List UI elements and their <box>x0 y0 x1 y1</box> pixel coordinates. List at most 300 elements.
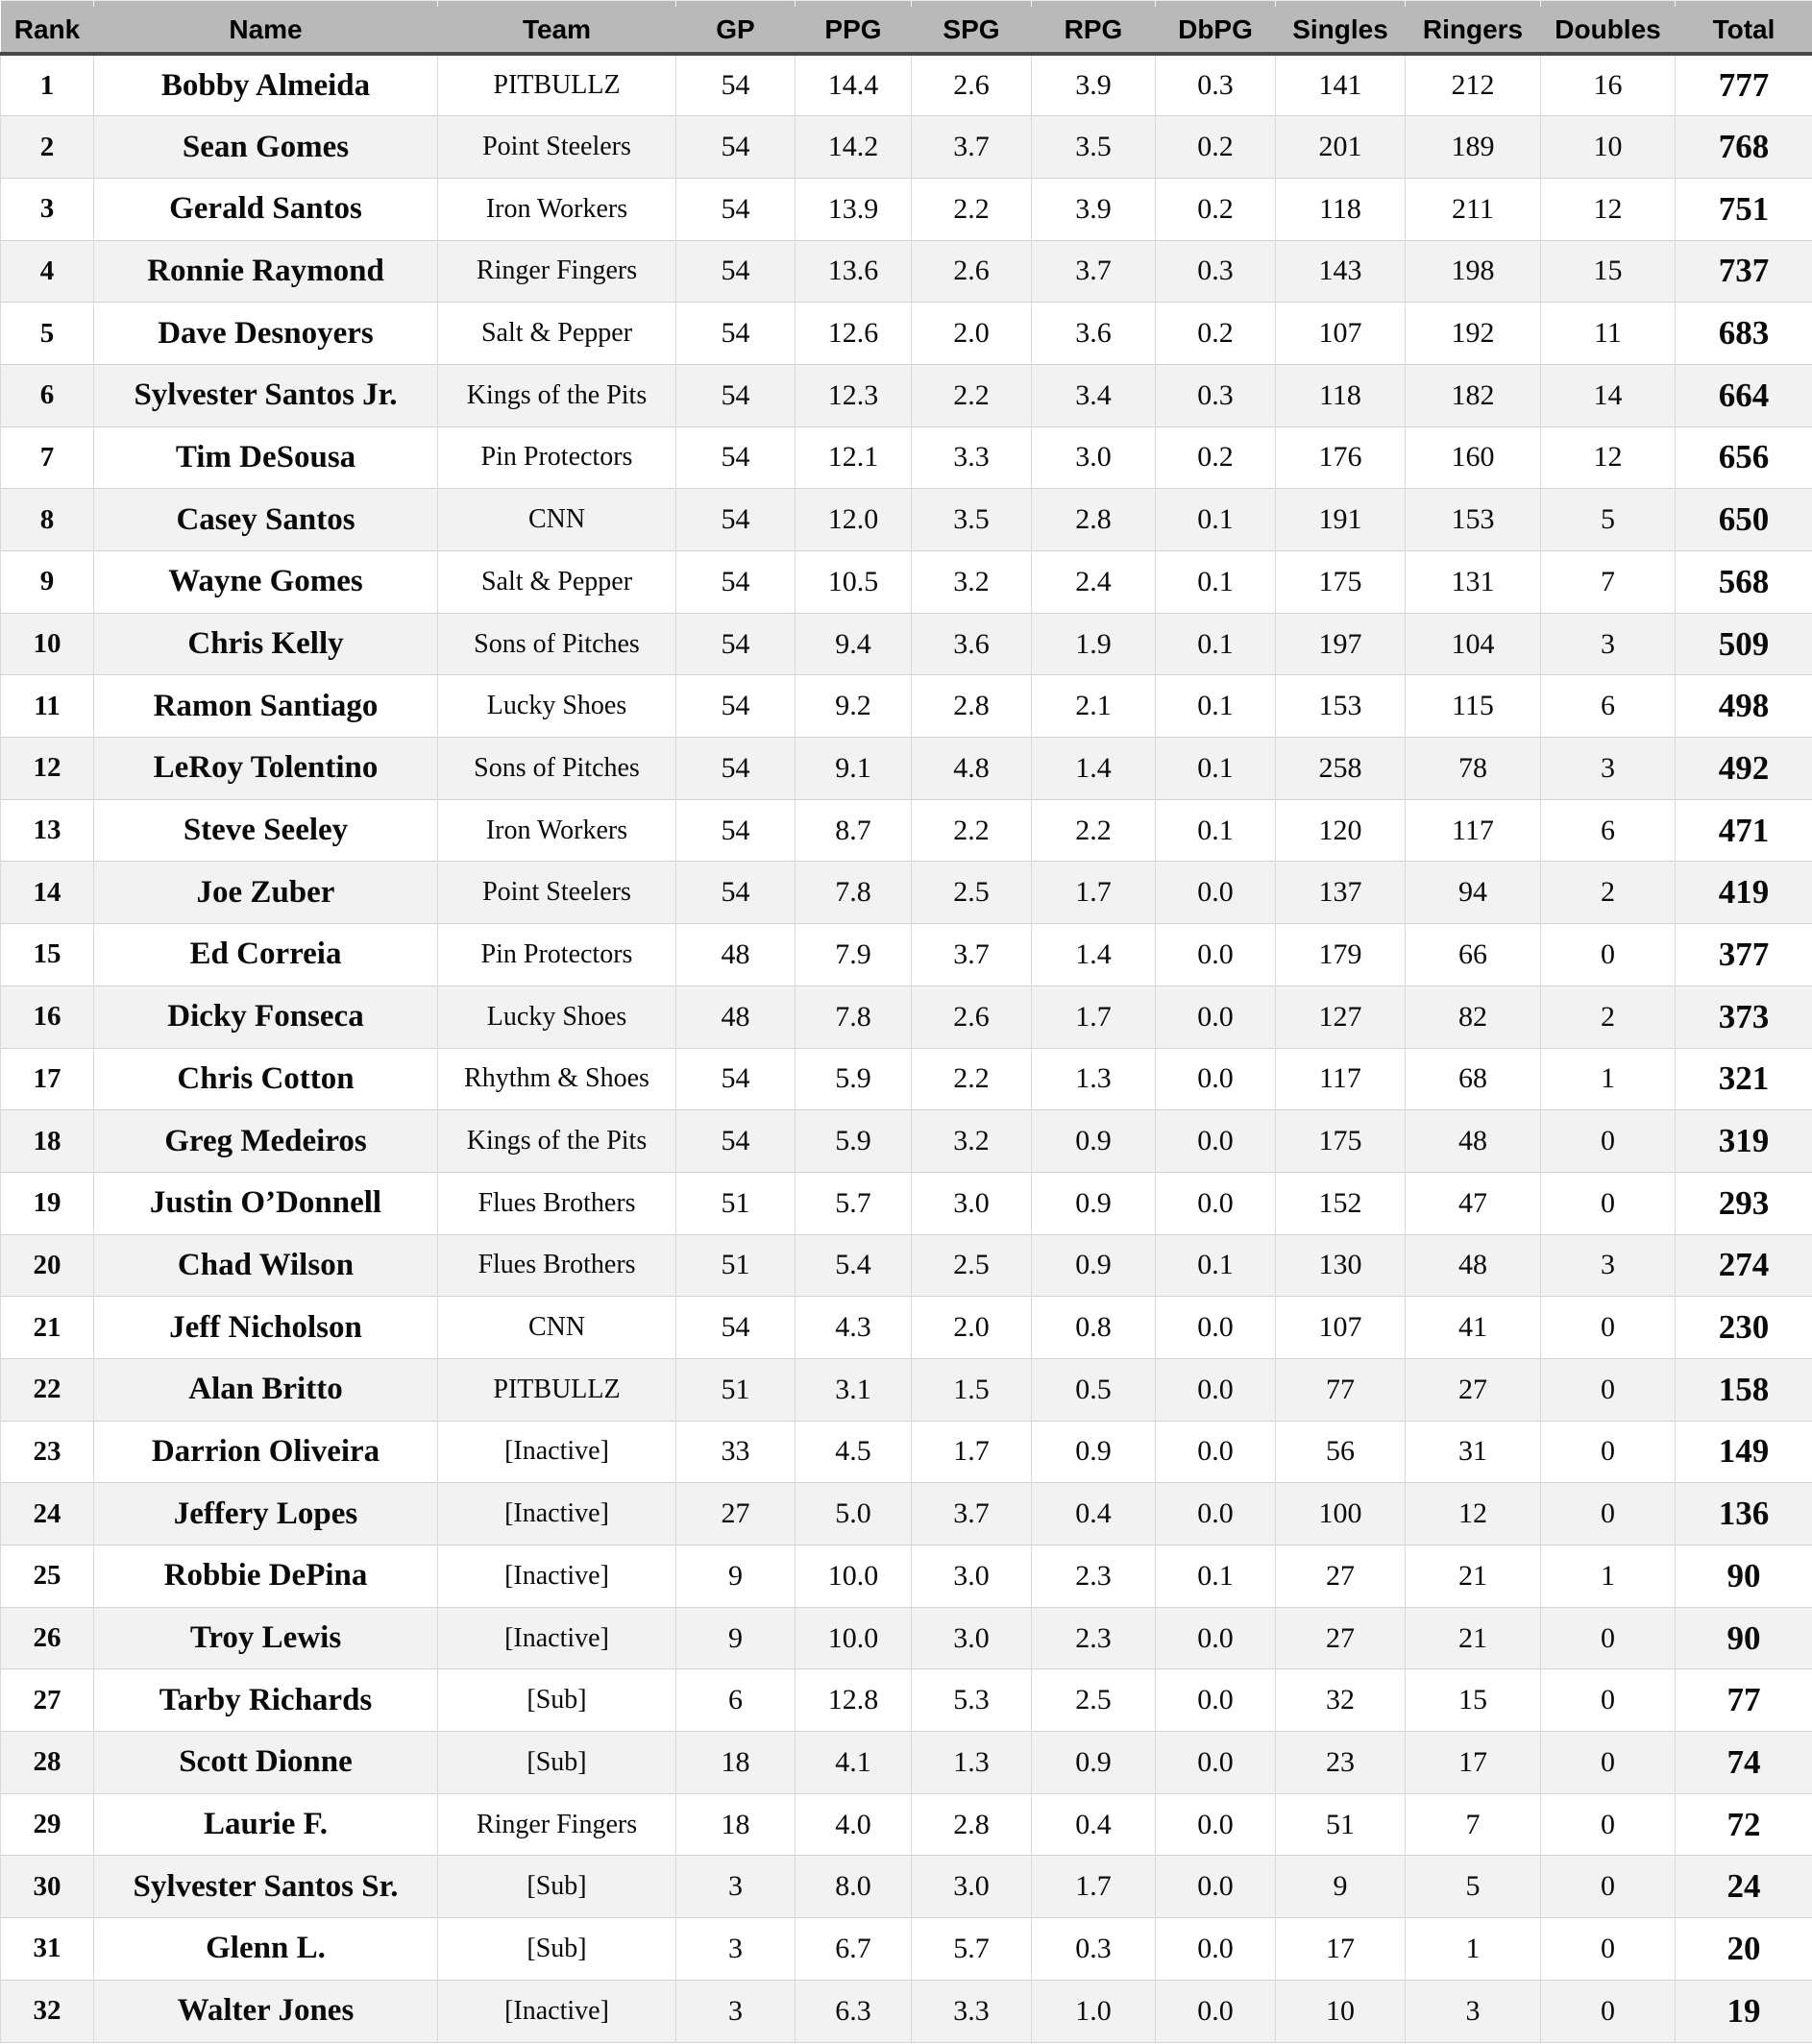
cell-team: Iron Workers <box>438 178 676 240</box>
cell-team: Flues Brothers <box>438 1172 676 1234</box>
cell-singles: 127 <box>1276 986 1406 1048</box>
cell-rank: 32 <box>1 1980 94 2042</box>
table-row <box>1 675 1812 738</box>
cell-ringers: 21 <box>1406 1545 1541 1608</box>
cell-singles: 51 <box>1276 1793 1406 1856</box>
cell-doubles: 0 <box>1541 1980 1676 2042</box>
table-row <box>1 1732 1812 1794</box>
cell-singles: 107 <box>1276 1297 1406 1359</box>
cell-team: CNN <box>438 489 676 551</box>
cell-name: Gerald Santos <box>94 178 438 240</box>
cell-ppg: 10.0 <box>796 1607 912 1669</box>
cell-ringers: 212 <box>1406 54 1541 116</box>
cell-doubles: 0 <box>1541 1669 1676 1732</box>
cell-ppg: 12.3 <box>796 364 912 426</box>
cell-rpg: 2.1 <box>1032 675 1156 738</box>
cell-dbpg: 0.0 <box>1156 1980 1276 2042</box>
cell-total: 20 <box>1676 1918 1812 1981</box>
cell-ringers: 160 <box>1406 426 1541 489</box>
table-row <box>1 303 1812 365</box>
cell-ringers: 7 <box>1406 1793 1541 1856</box>
cell-singles: 175 <box>1276 551 1406 614</box>
cell-ppg: 9.4 <box>796 613 912 675</box>
cell-rpg: 0.9 <box>1032 1172 1156 1234</box>
cell-name: Laurie F. <box>94 1793 438 1856</box>
cell-doubles: 3 <box>1541 738 1676 800</box>
cell-spg: 2.8 <box>912 1793 1032 1856</box>
cell-team: CNN <box>438 1297 676 1359</box>
cell-doubles: 0 <box>1541 1483 1676 1545</box>
cell-doubles: 3 <box>1541 613 1676 675</box>
cell-spg: 3.0 <box>912 1545 1032 1608</box>
cell-rank: 1 <box>1 54 94 116</box>
cell-rank: 19 <box>1 1172 94 1234</box>
cell-total: 19 <box>1676 1980 1812 2042</box>
cell-name: Jeffery Lopes <box>94 1483 438 1545</box>
cell-rank: 6 <box>1 364 94 426</box>
cell-doubles: 3 <box>1541 1234 1676 1297</box>
cell-name: Dave Desnoyers <box>94 303 438 365</box>
header-cell-dbpg: DbPG <box>1156 7 1276 54</box>
cell-rpg: 3.4 <box>1032 364 1156 426</box>
cell-doubles: 0 <box>1541 1358 1676 1421</box>
cell-rank: 31 <box>1 1918 94 1981</box>
table-row <box>1 986 1812 1048</box>
cell-rpg: 0.9 <box>1032 1234 1156 1297</box>
cell-doubles: 5 <box>1541 489 1676 551</box>
cell-ringers: 47 <box>1406 1172 1541 1234</box>
cell-name: Justin O’Donnell <box>94 1172 438 1234</box>
cell-total: 274 <box>1676 1234 1812 1297</box>
cell-singles: 118 <box>1276 178 1406 240</box>
cell-name: Greg Medeiros <box>94 1110 438 1173</box>
table-row <box>1 862 1812 924</box>
header-cell-ringers: Ringers <box>1406 7 1541 54</box>
table-row <box>1 1172 1812 1234</box>
cell-name: Chad Wilson <box>94 1234 438 1297</box>
table-row <box>1 1545 1812 1608</box>
cell-dbpg: 0.0 <box>1156 1732 1276 1794</box>
cell-gp: 48 <box>676 924 796 986</box>
cell-team: Pin Protectors <box>438 924 676 986</box>
cell-gp: 54 <box>676 116 796 179</box>
table-row <box>1 1856 1812 1918</box>
table-row <box>1 1297 1812 1359</box>
cell-rank: 10 <box>1 613 94 675</box>
cell-rank: 17 <box>1 1048 94 1110</box>
header-cell-gp: GP <box>676 7 796 54</box>
cell-ppg: 9.1 <box>796 738 912 800</box>
cell-rank: 8 <box>1 489 94 551</box>
cell-dbpg: 0.0 <box>1156 924 1276 986</box>
cell-gp: 27 <box>676 1483 796 1545</box>
cell-team: Ringer Fingers <box>438 1793 676 1856</box>
cell-rpg: 2.2 <box>1032 799 1156 862</box>
cell-ringers: 27 <box>1406 1358 1541 1421</box>
cell-ppg: 6.3 <box>796 1980 912 2042</box>
cell-gp: 51 <box>676 1358 796 1421</box>
cell-rank: 22 <box>1 1358 94 1421</box>
cell-team: Salt & Pepper <box>438 303 676 365</box>
table-row <box>1 613 1812 675</box>
cell-name: Joe Zuber <box>94 862 438 924</box>
cell-doubles: 1 <box>1541 1048 1676 1110</box>
table-row <box>1 1421 1812 1483</box>
cell-rpg: 2.5 <box>1032 1669 1156 1732</box>
cell-singles: 117 <box>1276 1048 1406 1110</box>
cell-ppg: 13.6 <box>796 240 912 303</box>
cell-doubles: 6 <box>1541 675 1676 738</box>
cell-name: Wayne Gomes <box>94 551 438 614</box>
cell-singles: 152 <box>1276 1172 1406 1234</box>
cell-doubles: 11 <box>1541 303 1676 365</box>
table-row <box>1 738 1812 800</box>
cell-name: Ronnie Raymond <box>94 240 438 303</box>
cell-spg: 2.0 <box>912 1297 1032 1359</box>
cell-total: 293 <box>1676 1172 1812 1234</box>
cell-rpg: 1.0 <box>1032 1980 1156 2042</box>
cell-spg: 2.8 <box>912 675 1032 738</box>
cell-gp: 54 <box>676 364 796 426</box>
cell-singles: 191 <box>1276 489 1406 551</box>
cell-ppg: 4.1 <box>796 1732 912 1794</box>
cell-ringers: 153 <box>1406 489 1541 551</box>
cell-spg: 3.7 <box>912 1483 1032 1545</box>
cell-rank: 12 <box>1 738 94 800</box>
cell-ringers: 117 <box>1406 799 1541 862</box>
table-row <box>1 799 1812 862</box>
cell-singles: 120 <box>1276 799 1406 862</box>
cell-dbpg: 0.3 <box>1156 240 1276 303</box>
cell-gp: 18 <box>676 1732 796 1794</box>
cell-doubles: 7 <box>1541 551 1676 614</box>
cell-singles: 130 <box>1276 1234 1406 1297</box>
cell-ppg: 12.8 <box>796 1669 912 1732</box>
table-row <box>1 240 1812 303</box>
cell-spg: 1.7 <box>912 1421 1032 1483</box>
cell-name: Sylvester Santos Sr. <box>94 1856 438 1918</box>
cell-ringers: 48 <box>1406 1110 1541 1173</box>
cell-dbpg: 0.0 <box>1156 1856 1276 1918</box>
cell-singles: 17 <box>1276 1918 1406 1981</box>
cell-name: Tarby Richards <box>94 1669 438 1732</box>
cell-spg: 3.2 <box>912 551 1032 614</box>
cell-ppg: 14.2 <box>796 116 912 179</box>
cell-total: 777 <box>1676 54 1812 116</box>
cell-ringers: 82 <box>1406 986 1541 1048</box>
cell-total: 768 <box>1676 116 1812 179</box>
cell-dbpg: 0.0 <box>1156 986 1276 1048</box>
cell-doubles: 0 <box>1541 1793 1676 1856</box>
cell-doubles: 0 <box>1541 1172 1676 1234</box>
cell-doubles: 0 <box>1541 1297 1676 1359</box>
cell-rpg: 1.4 <box>1032 924 1156 986</box>
cell-team: [Sub] <box>438 1856 676 1918</box>
cell-ringers: 211 <box>1406 178 1541 240</box>
cell-rpg: 0.3 <box>1032 1918 1156 1981</box>
cell-team: [Sub] <box>438 1669 676 1732</box>
cell-singles: 32 <box>1276 1669 1406 1732</box>
cell-ringers: 198 <box>1406 240 1541 303</box>
cell-rpg: 1.9 <box>1032 613 1156 675</box>
cell-total: 90 <box>1676 1607 1812 1669</box>
cell-dbpg: 0.0 <box>1156 1669 1276 1732</box>
cell-spg: 2.2 <box>912 1048 1032 1110</box>
cell-dbpg: 0.1 <box>1156 1545 1276 1608</box>
table-row <box>1 1793 1812 1856</box>
cell-rank: 16 <box>1 986 94 1048</box>
cell-doubles: 0 <box>1541 924 1676 986</box>
cell-gp: 54 <box>676 1048 796 1110</box>
cell-rpg: 0.9 <box>1032 1421 1156 1483</box>
cell-dbpg: 0.3 <box>1156 54 1276 116</box>
cell-gp: 51 <box>676 1172 796 1234</box>
cell-ppg: 4.3 <box>796 1297 912 1359</box>
table-row <box>1 1358 1812 1421</box>
cell-ringers: 17 <box>1406 1732 1541 1794</box>
cell-ringers: 115 <box>1406 675 1541 738</box>
cell-rank: 18 <box>1 1110 94 1173</box>
cell-dbpg: 0.1 <box>1156 489 1276 551</box>
cell-total: 737 <box>1676 240 1812 303</box>
cell-dbpg: 0.2 <box>1156 178 1276 240</box>
cell-team: Point Steelers <box>438 116 676 179</box>
cell-ringers: 94 <box>1406 862 1541 924</box>
cell-spg: 4.8 <box>912 738 1032 800</box>
cell-spg: 2.2 <box>912 799 1032 862</box>
header-cell-name: Name <box>94 7 438 54</box>
cell-rank: 20 <box>1 1234 94 1297</box>
cell-spg: 2.6 <box>912 54 1032 116</box>
cell-dbpg: 0.0 <box>1156 1048 1276 1110</box>
cell-total: 373 <box>1676 986 1812 1048</box>
cell-rpg: 0.4 <box>1032 1483 1156 1545</box>
table-row <box>1 426 1812 489</box>
cell-gp: 54 <box>676 1110 796 1173</box>
cell-singles: 258 <box>1276 738 1406 800</box>
cell-singles: 175 <box>1276 1110 1406 1173</box>
cell-gp: 48 <box>676 986 796 1048</box>
cell-doubles: 2 <box>1541 862 1676 924</box>
header-cell-team: Team <box>438 7 676 54</box>
cell-gp: 54 <box>676 551 796 614</box>
cell-rank: 23 <box>1 1421 94 1483</box>
cell-rank: 28 <box>1 1732 94 1794</box>
cell-name: Scott Dionne <box>94 1732 438 1794</box>
cell-spg: 2.5 <box>912 1234 1032 1297</box>
cell-ppg: 5.7 <box>796 1172 912 1234</box>
cell-dbpg: 0.1 <box>1156 738 1276 800</box>
cell-gp: 9 <box>676 1545 796 1608</box>
cell-total: 751 <box>1676 178 1812 240</box>
cell-ringers: 78 <box>1406 738 1541 800</box>
cell-doubles: 15 <box>1541 240 1676 303</box>
cell-spg: 2.2 <box>912 178 1032 240</box>
cell-spg: 3.0 <box>912 1856 1032 1918</box>
cell-dbpg: 0.2 <box>1156 426 1276 489</box>
cell-name: Chris Kelly <box>94 613 438 675</box>
cell-doubles: 1 <box>1541 1545 1676 1608</box>
cell-rpg: 2.3 <box>1032 1607 1156 1669</box>
cell-rank: 5 <box>1 303 94 365</box>
cell-ppg: 8.7 <box>796 799 912 862</box>
cell-name: Bobby Almeida <box>94 54 438 116</box>
cell-dbpg: 0.1 <box>1156 799 1276 862</box>
cell-ppg: 8.0 <box>796 1856 912 1918</box>
cell-doubles: 6 <box>1541 799 1676 862</box>
cell-rpg: 1.7 <box>1032 986 1156 1048</box>
cell-rpg: 3.5 <box>1032 116 1156 179</box>
cell-name: Walter Jones <box>94 1980 438 2042</box>
cell-total: 568 <box>1676 551 1812 614</box>
cell-total: 498 <box>1676 675 1812 738</box>
cell-gp: 54 <box>676 862 796 924</box>
cell-name: Dicky Fonseca <box>94 986 438 1048</box>
cell-total: 136 <box>1676 1483 1812 1545</box>
cell-total: 321 <box>1676 1048 1812 1110</box>
cell-doubles: 0 <box>1541 1110 1676 1173</box>
table-row <box>1 551 1812 614</box>
cell-singles: 137 <box>1276 862 1406 924</box>
cell-doubles: 0 <box>1541 1607 1676 1669</box>
cell-ringers: 41 <box>1406 1297 1541 1359</box>
cell-spg: 3.6 <box>912 613 1032 675</box>
cell-rank: 11 <box>1 675 94 738</box>
cell-name: Troy Lewis <box>94 1607 438 1669</box>
cell-ringers: 192 <box>1406 303 1541 365</box>
header-cell-doubles: Doubles <box>1541 7 1676 54</box>
cell-rpg: 0.9 <box>1032 1110 1156 1173</box>
header-cell-ppg: PPG <box>796 7 912 54</box>
table-row <box>1 1669 1812 1732</box>
cell-ppg: 12.1 <box>796 426 912 489</box>
cell-rank: 30 <box>1 1856 94 1918</box>
cell-rank: 13 <box>1 799 94 862</box>
cell-gp: 6 <box>676 1669 796 1732</box>
cell-singles: 153 <box>1276 675 1406 738</box>
cell-spg: 3.3 <box>912 426 1032 489</box>
cell-ringers: 3 <box>1406 1980 1541 2042</box>
cell-gp: 33 <box>676 1421 796 1483</box>
cell-spg: 2.6 <box>912 240 1032 303</box>
cell-ppg: 14.4 <box>796 54 912 116</box>
cell-total: 509 <box>1676 613 1812 675</box>
cell-rank: 2 <box>1 116 94 179</box>
cell-spg: 3.0 <box>912 1607 1032 1669</box>
cell-rank: 26 <box>1 1607 94 1669</box>
cell-name: Chris Cotton <box>94 1048 438 1110</box>
cell-total: 149 <box>1676 1421 1812 1483</box>
header-cell-singles: Singles <box>1276 7 1406 54</box>
cell-rank: 29 <box>1 1793 94 1856</box>
cell-ringers: 48 <box>1406 1234 1541 1297</box>
header-cell-rpg: RPG <box>1032 7 1156 54</box>
cell-total: 319 <box>1676 1110 1812 1173</box>
table-row <box>1 54 1812 116</box>
cell-gp: 54 <box>676 303 796 365</box>
cell-doubles: 12 <box>1541 426 1676 489</box>
cell-team: Sons of Pitches <box>438 613 676 675</box>
cell-singles: 179 <box>1276 924 1406 986</box>
cell-singles: 201 <box>1276 116 1406 179</box>
cell-team: [Sub] <box>438 1918 676 1981</box>
cell-ringers: 104 <box>1406 613 1541 675</box>
cell-gp: 54 <box>676 489 796 551</box>
cell-total: 492 <box>1676 738 1812 800</box>
cell-doubles: 0 <box>1541 1421 1676 1483</box>
cell-total: 471 <box>1676 799 1812 862</box>
cell-total: 74 <box>1676 1732 1812 1794</box>
cell-dbpg: 0.0 <box>1156 1607 1276 1669</box>
table-row <box>1 364 1812 426</box>
cell-team: PITBULLZ <box>438 1358 676 1421</box>
cell-ringers: 189 <box>1406 116 1541 179</box>
cell-ppg: 12.0 <box>796 489 912 551</box>
cell-rank: 25 <box>1 1545 94 1608</box>
cell-ringers: 66 <box>1406 924 1541 986</box>
table-row <box>1 1234 1812 1297</box>
table-row <box>1 1048 1812 1110</box>
cell-team: Iron Workers <box>438 799 676 862</box>
cell-dbpg: 0.1 <box>1156 551 1276 614</box>
cell-team: Rhythm & Shoes <box>438 1048 676 1110</box>
cell-total: 419 <box>1676 862 1812 924</box>
cell-doubles: 0 <box>1541 1856 1676 1918</box>
cell-team: PITBULLZ <box>438 54 676 116</box>
cell-spg: 3.0 <box>912 1172 1032 1234</box>
cell-doubles: 2 <box>1541 986 1676 1048</box>
cell-rank: 21 <box>1 1297 94 1359</box>
table-row <box>1 1110 1812 1173</box>
cell-total: 664 <box>1676 364 1812 426</box>
cell-ppg: 9.2 <box>796 675 912 738</box>
cell-dbpg: 0.0 <box>1156 1358 1276 1421</box>
cell-doubles: 14 <box>1541 364 1676 426</box>
cell-gp: 54 <box>676 675 796 738</box>
cell-team: Point Steelers <box>438 862 676 924</box>
cell-spg: 2.5 <box>912 862 1032 924</box>
cell-total: 90 <box>1676 1545 1812 1608</box>
cell-gp: 51 <box>676 1234 796 1297</box>
cell-spg: 3.7 <box>912 116 1032 179</box>
cell-singles: 197 <box>1276 613 1406 675</box>
cell-doubles: 0 <box>1541 1732 1676 1794</box>
cell-spg: 2.0 <box>912 303 1032 365</box>
cell-dbpg: 0.2 <box>1156 303 1276 365</box>
cell-team: [Inactive] <box>438 1607 676 1669</box>
cell-ringers: 1 <box>1406 1918 1541 1981</box>
cell-dbpg: 0.0 <box>1156 1421 1276 1483</box>
cell-spg: 1.5 <box>912 1358 1032 1421</box>
table-row <box>1 1918 1812 1981</box>
cell-team: Kings of the Pits <box>438 364 676 426</box>
cell-gp: 3 <box>676 1980 796 2042</box>
cell-name: Jeff Nicholson <box>94 1297 438 1359</box>
cell-rpg: 3.6 <box>1032 303 1156 365</box>
cell-singles: 100 <box>1276 1483 1406 1545</box>
cell-name: Alan Britto <box>94 1358 438 1421</box>
cell-rpg: 0.9 <box>1032 1732 1156 1794</box>
cell-singles: 141 <box>1276 54 1406 116</box>
cell-spg: 5.3 <box>912 1669 1032 1732</box>
table-row <box>1 116 1812 179</box>
cell-spg: 5.7 <box>912 1918 1032 1981</box>
cell-ringers: 68 <box>1406 1048 1541 1110</box>
cell-gp: 54 <box>676 426 796 489</box>
cell-name: Darrion Oliveira <box>94 1421 438 1483</box>
cell-spg: 3.2 <box>912 1110 1032 1173</box>
cell-team: Lucky Shoes <box>438 986 676 1048</box>
